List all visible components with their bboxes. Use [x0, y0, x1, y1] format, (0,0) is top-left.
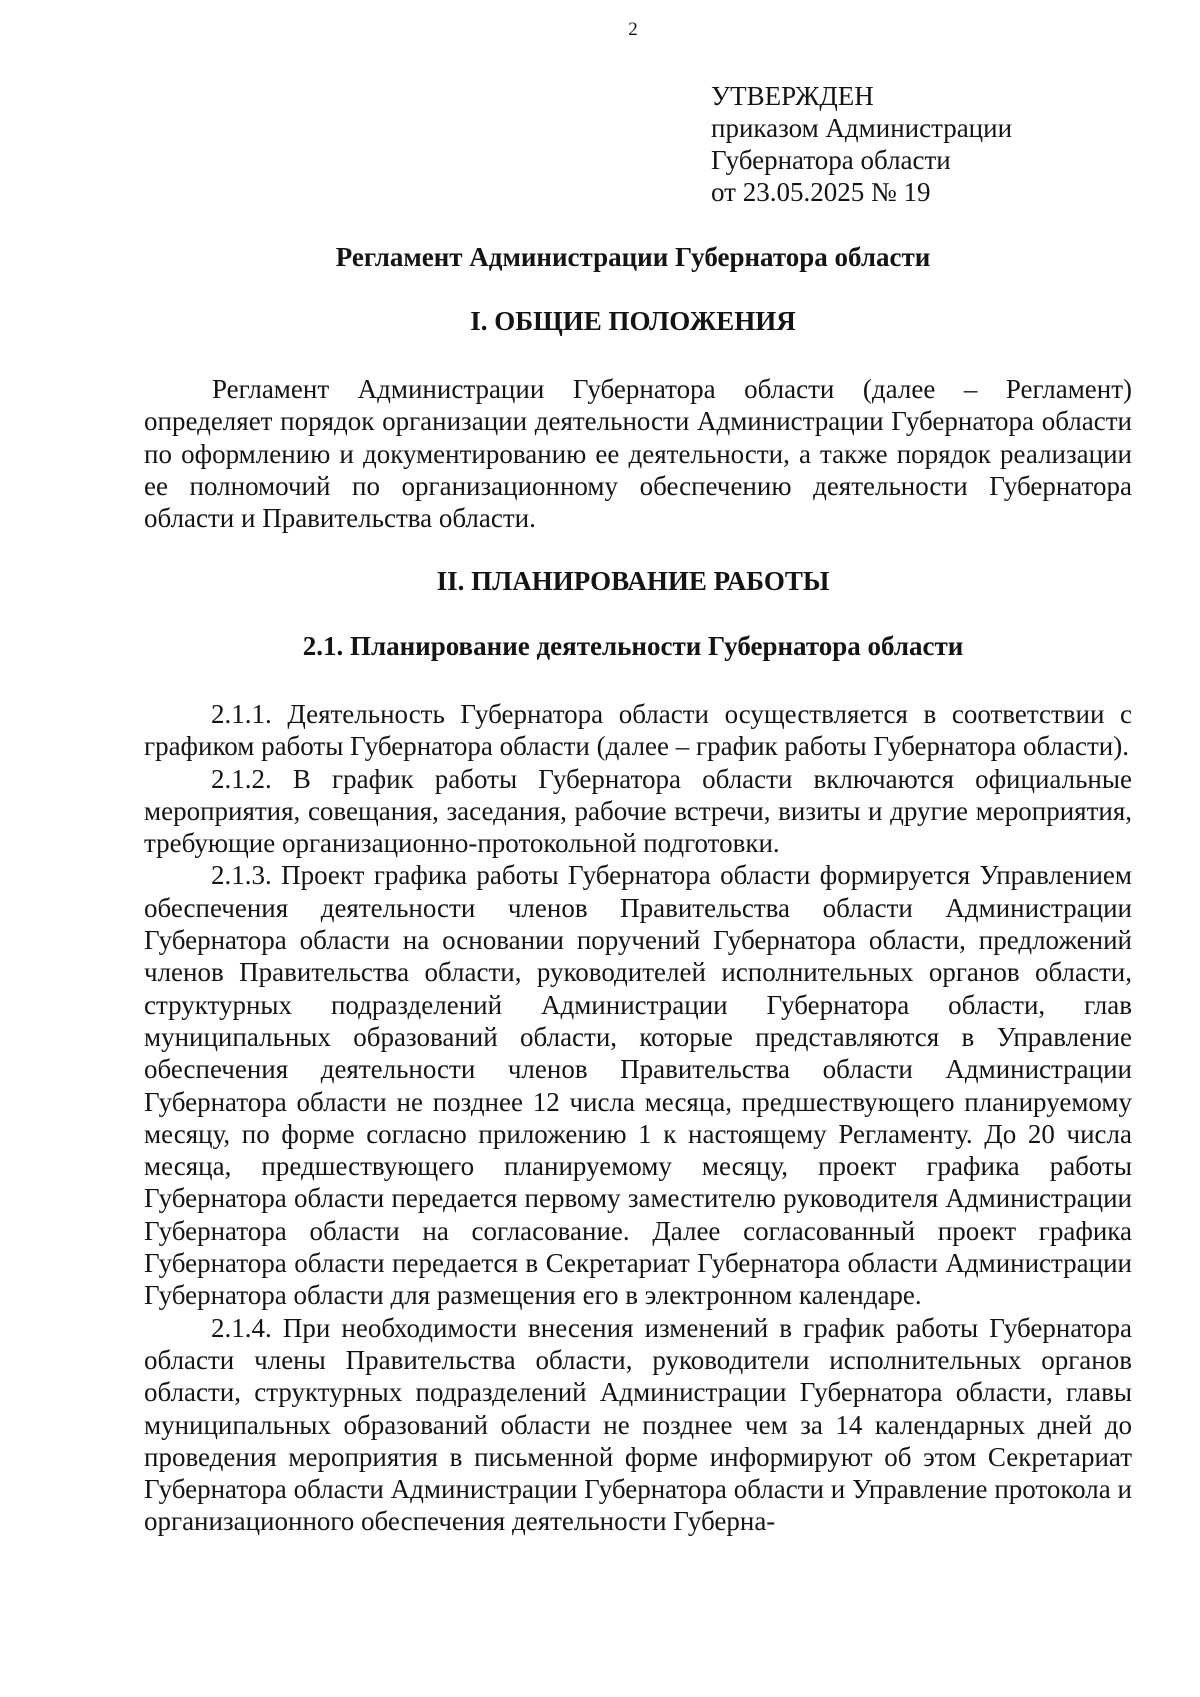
subsection-heading-governor-planning: 2.1. Планирование деятельности Губернатора области [302, 631, 964, 661]
paragraph-item-2-1-4: 2.1.4. При необходимости внесения изменений в график работы Губернатора области члены Правительства области, руководители исполнительных органов области, структурных подразделений Администрации Губернатора области, главы муниципальных образований области не позднее чем за 14 календарных дней до проведения мероприятия в письменной форме информируют об этом Секретариат Губернатора области Администрации Губернатора области и Управление протокола и организационного обеспечения деятельности Губерна- [144, 1312, 1132, 1537]
approval-line-approved: УТВЕРЖДЕН [711, 81, 874, 111]
subsection-items [144, 698, 1132, 1538]
approval-line-date-number: от 23.05.2025 № 19 [711, 177, 931, 207]
section-heading-general-provisions: I. ОБЩИЕ ПОЛОЖЕНИЯ [470, 306, 796, 336]
approval-line-office: Губернатора области [711, 145, 951, 175]
section-heading-work-planning: II. ПЛАНИРОВАНИЕ РАБОТЫ [436, 566, 830, 596]
paragraph-item-2-1-3: 2.1.3. Проект графика работы Губернатора области формируется Управлением обеспечения деятельности членов Правительства области Администрации Губернатора области на основании поручений Губернатора области, предложений членов Правительства области, руководителей исполнительных органов области, структурных подразделений Администрации Губернатора области, глав муниципальных образований области, которые представляются в Управление обеспечения деятельности членов Правительства области Администрации Губернатора области не позднее 12 числа месяца, предшествующего планируемому месяцу, по форме согласно приложению 1 к настоящему Регламенту. До 20 числа месяца, предшествующего планируемому месяцу, проект графика работы Губернатора области передается первому заместителю руководителя Администрации Губернатора области на согласование. Далее согласованный проект графика Губернатора области передается в Секретариат Губернатора области Администрации Губернатора области для размещения его в электронном календаре. [144, 860, 1132, 1311]
paragraph-item-2-1-1: 2.1.1. Деятельность Губернатора области осуществляется в соответствии с графиком работы Губернатора области (далее – график работы Губернатора области). [144, 699, 1132, 762]
approval-stamp-block [711, 80, 1012, 208]
section-general-provisions-body [144, 373, 1132, 534]
document-title: Регламент Администрации Губернатора области [335, 242, 931, 272]
page-number: 2 [628, 19, 638, 40]
paragraph-item-2-1-2: 2.1.2. В график работы Губернатора области включаются официальные мероприятия, совещания, заседания, рабочие встречи, визиты и другие мероприятия, требующие организационно-протокольной подготовки. [144, 763, 1132, 859]
paragraph-general-provisions: Регламент Администрации Губернатора области (далее – Регламент) определяет порядок организации деятельности Администрации Губернатора области по оформлению и документированию ее деятельности, а также порядок реализации ее полномочий по организационному обеспечению деятельности Губернатора области и Правительства области. [144, 374, 1132, 534]
approval-line-order: приказом Администрации [711, 113, 1013, 143]
